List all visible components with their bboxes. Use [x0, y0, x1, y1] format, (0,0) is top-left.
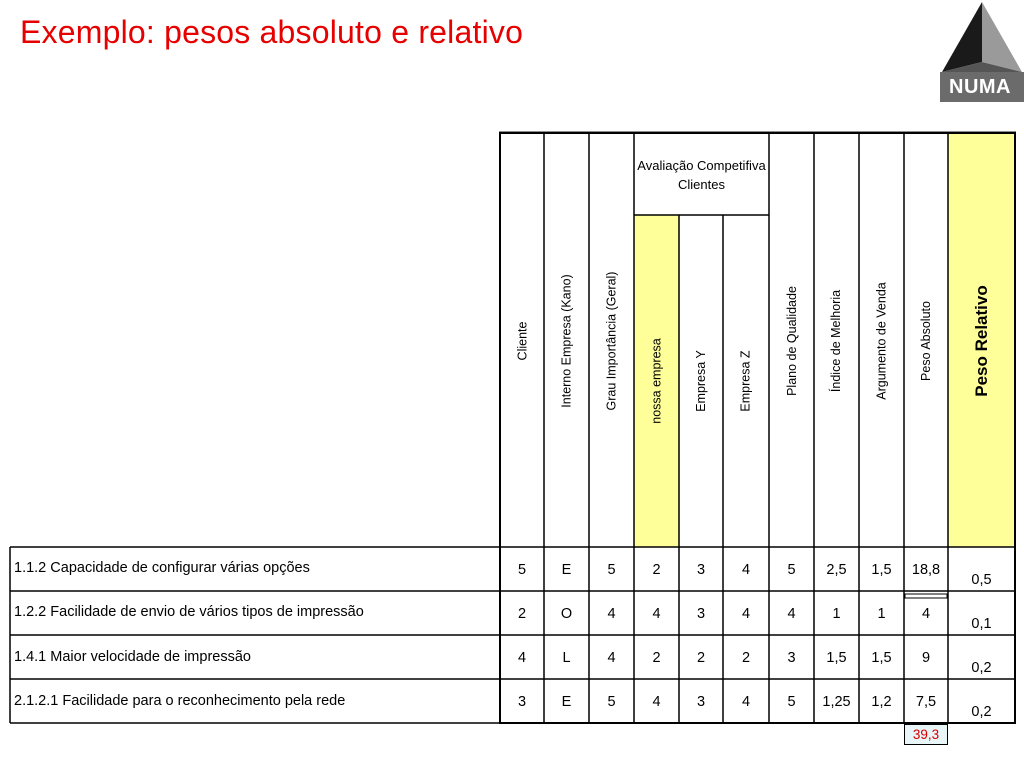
table-cell: 5 — [607, 562, 616, 578]
peso-relativo-value: 0,1 — [971, 616, 992, 632]
table-cell: L — [562, 650, 571, 666]
peso-relativo-value: 0,2 — [971, 660, 992, 676]
table-cell: 4 — [607, 650, 616, 666]
table-cell: 3 — [696, 694, 706, 710]
col-header-empresa-z — [723, 215, 769, 547]
group-header-avaliacao: Avaliação Competifiva Clientes — [637, 157, 766, 192]
table-cell: 2 — [652, 562, 661, 578]
table-cell: E — [561, 562, 572, 578]
table-cell: 2 — [741, 650, 751, 666]
table-cell: 4 — [741, 694, 751, 710]
table-cell: 3 — [696, 562, 706, 578]
col-header-label: Grau Importância (Geral) — [604, 271, 619, 410]
table-cell: 4 — [787, 606, 796, 622]
table-cell: 4 — [517, 650, 527, 666]
table-cell: 3 — [787, 650, 796, 666]
col-header-label: Peso Absoluto — [919, 300, 934, 381]
table-cell: 5 — [787, 562, 796, 578]
table-cell: 5 — [607, 694, 616, 710]
row-label: 1.4.1 Maior velocidade de impressão — [14, 649, 251, 665]
table-cell: 1 — [877, 606, 886, 622]
col-header-label: Plano de Qualidade — [784, 285, 799, 396]
col-header-label: Peso Relativo — [971, 284, 991, 397]
col-header-peso-relativo — [948, 134, 1015, 547]
table-cell: 2 — [652, 650, 661, 666]
table-cell: 7,5 — [915, 694, 937, 710]
peso-relativo-value: 0,5 — [971, 572, 992, 588]
table-cell: 1,5 — [871, 562, 892, 578]
row-label: 1.1.2 Capacidade de configurar várias opções — [14, 560, 310, 576]
logo-text: NUMA — [949, 76, 1011, 98]
table-cell: 4 — [652, 694, 661, 710]
col-header-cliente — [500, 134, 544, 547]
table-cell: 1,2 — [871, 694, 892, 710]
peso-relativo-value: 0,2 — [971, 704, 992, 720]
col-header-peso-absoluto — [904, 134, 948, 547]
table-cell: 1,5 — [871, 650, 892, 666]
table-cell: 4 — [741, 562, 751, 578]
col-header-grau-importancia — [589, 134, 634, 547]
col-header-plano-qualidade — [769, 134, 814, 547]
col-header-label: Interno Empresa (Kano) — [559, 273, 574, 408]
col-header-label: Cliente — [514, 321, 529, 360]
table-cell: 4 — [921, 606, 931, 622]
col-header-label: Índice de Melhoria — [829, 289, 844, 392]
table-cell: 2,5 — [826, 562, 847, 578]
table-cell: 1 — [832, 606, 841, 622]
table-cell: 3 — [696, 606, 706, 622]
table-cell: 18,8 — [911, 562, 941, 578]
col-header-label: Empresa Y — [694, 350, 709, 412]
col-header-label: Empresa Z — [739, 350, 754, 412]
col-header-label: nossa empresa — [649, 338, 664, 424]
row-label: 2.1.2.1 Facilidade para o reconhecimento pela rede — [14, 693, 346, 709]
col-header-interno-empresa — [544, 134, 589, 547]
table-cell: 4 — [607, 606, 616, 622]
table-cell: 1,25 — [822, 694, 851, 710]
table-cell: 4 — [652, 606, 661, 622]
table-cell: 9 — [921, 650, 931, 666]
table-cell: 4 — [741, 606, 751, 622]
row-label: 1.2.2 Facilidade de envio de vários tipos de impressão — [14, 604, 364, 620]
col-header-empresa-y — [679, 215, 723, 547]
table-cell: 5 — [787, 694, 796, 710]
col-header-indice-melhoria — [814, 134, 859, 547]
peso-absoluto-total: 39,3 — [904, 724, 948, 745]
table-cell: 5 — [517, 562, 527, 578]
slide-title: Exemplo: pesos absoluto e relativo — [20, 14, 524, 50]
table-cell: 1,5 — [826, 650, 847, 666]
col-header-label: Argumento de Venda — [874, 281, 889, 400]
table-cell: E — [561, 694, 572, 710]
col-header-argumento-venda — [859, 134, 904, 547]
col-header-nossa-empresa — [634, 215, 679, 547]
table-cell: 2 — [696, 650, 706, 666]
table-cell: 2 — [517, 606, 527, 622]
table-cell: O — [560, 606, 573, 622]
table-cell: 3 — [517, 694, 527, 710]
